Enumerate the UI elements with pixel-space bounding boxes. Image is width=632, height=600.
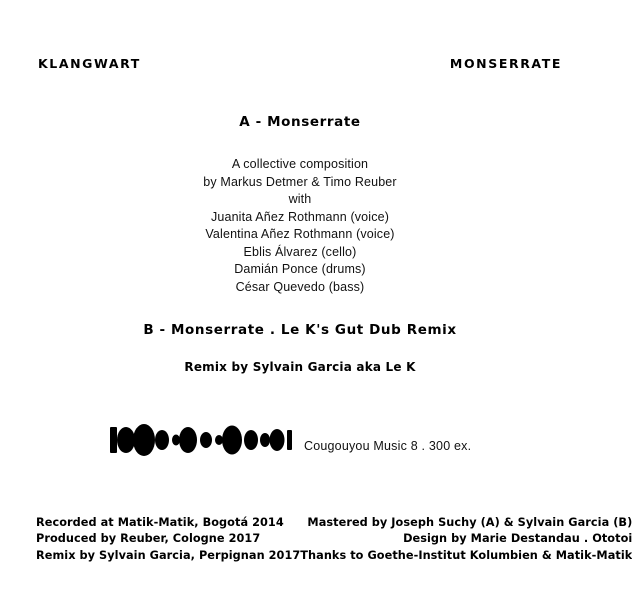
list-item: César Quevedo (bass) — [235, 279, 365, 294]
header — [38, 56, 562, 71]
cougouyou-waveform-logo-icon — [108, 412, 294, 473]
footer-right-column — [300, 515, 632, 565]
footer-line: Mastered by Joseph Suchy (A) & Sylvain Garcia (B) — [307, 515, 632, 529]
side-b-title: B - Monserrate . Le K's Gut Dub Remix — [143, 322, 457, 338]
side-a-section — [0, 114, 600, 296]
footer-line: Recorded at Matik-Matik, Bogotá 2014 — [36, 515, 284, 529]
list-item: Damián Ponce (drums) — [234, 262, 366, 276]
label-row — [0, 412, 600, 468]
list-item: Valentina Añez Rothmann (voice) — [205, 227, 395, 241]
footer — [36, 515, 632, 565]
footer-line: Design by Marie Destandau . Ototoi — [403, 532, 632, 545]
side-b-section — [0, 322, 600, 374]
side-a-performer-list — [0, 209, 600, 297]
footer-left-column — [36, 515, 300, 565]
artist-name: KLANGWART — [38, 56, 141, 71]
side-a-title: A - Monserrate — [239, 114, 361, 130]
side-b-remix-credit: Remix by Sylvain Garcia aka Le K — [184, 360, 416, 374]
release-title: MONSERRATE — [449, 56, 562, 71]
footer-line: Thanks to Goethe-Institut Kolumbien & Matik-Matik — [300, 548, 632, 562]
side-a-composition: A collective composition — [231, 157, 369, 171]
side-a-with-label: with — [288, 192, 312, 206]
side-a-authors: by Markus Detmer & Timo Reuber — [203, 174, 397, 189]
list-item: Juanita Añez Rothmann (voice) — [210, 209, 390, 224]
label-catalog-text: Cougouyou Music 8 . 300 ex. — [304, 439, 472, 453]
footer-line: Produced by Reuber, Cologne 2017 — [36, 532, 261, 545]
footer-line: Remix by Sylvain Garcia, Perpignan 2017 — [36, 548, 301, 562]
list-item: Eblis Álvarez (cello) — [243, 244, 357, 259]
